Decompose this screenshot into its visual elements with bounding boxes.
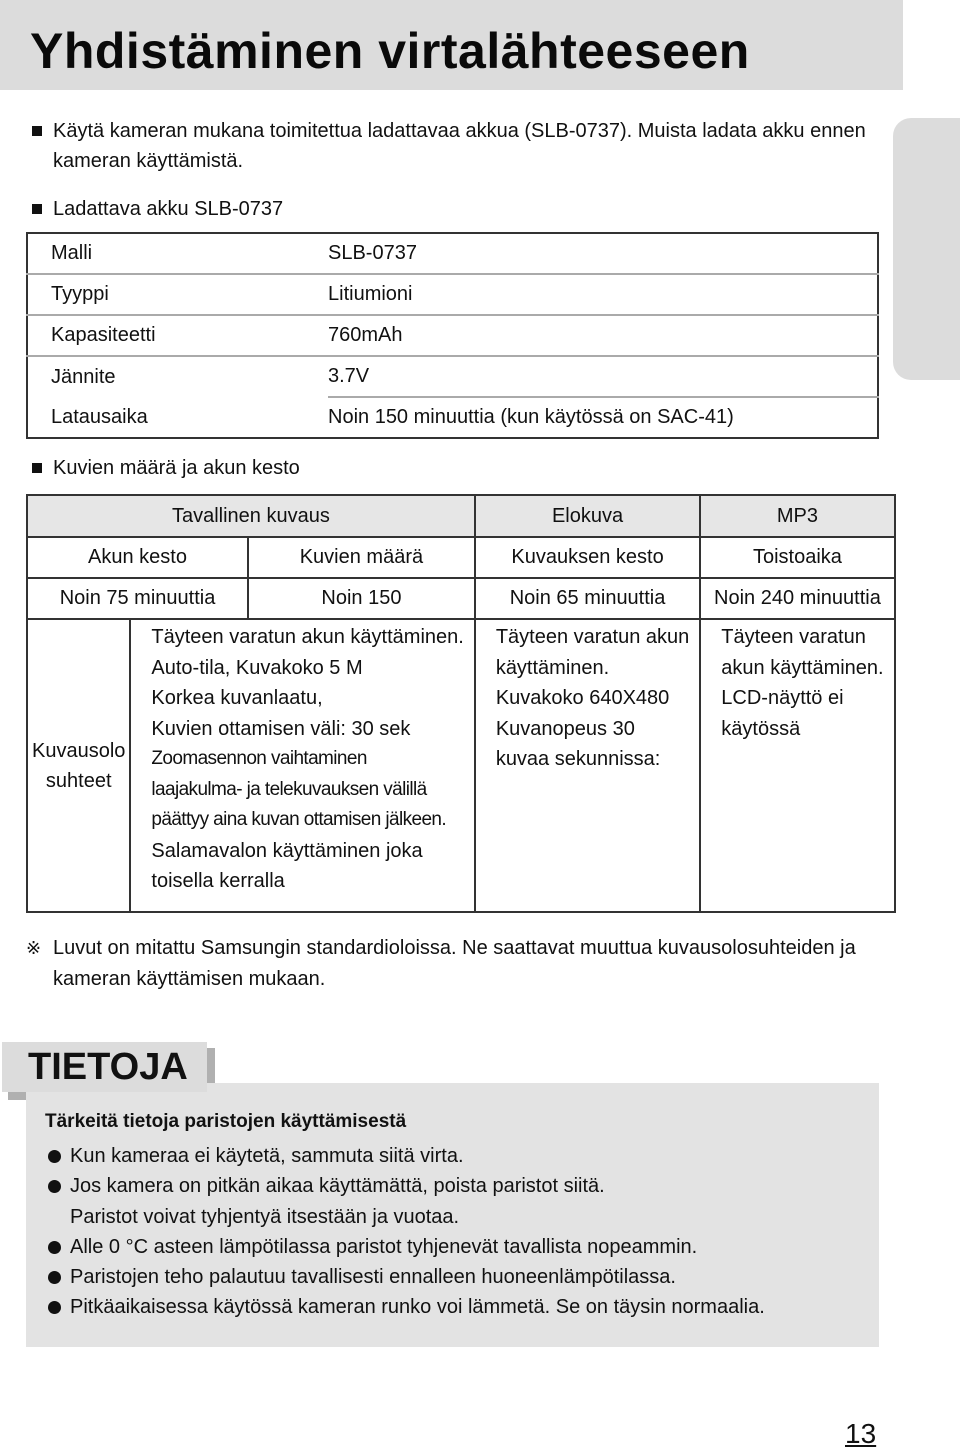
conditions-label: Kuvausolo suhteet (27, 619, 130, 912)
list-item (45, 1141, 765, 1171)
condition-line: LCD-näyttö ei (721, 687, 844, 709)
square-bullet-icon (32, 126, 42, 136)
side-tab (893, 118, 960, 380)
intro-bullet-1-text: Käytä kameran mukana toimitettua ladattavaa akkua (SLB-0737). Muista ladata akku ennen kameran käyttämistä. (53, 120, 866, 172)
spec-label: Tyyppi (27, 274, 328, 315)
intro-bullet-2-text: Ladattava akku SLB-0737 (53, 198, 284, 220)
table-row (27, 537, 895, 578)
table-cell: Noin 150 (248, 578, 475, 619)
round-bullet-icon (48, 1301, 61, 1314)
condition-line: käytössä (721, 717, 801, 740)
battery-spec-table (26, 232, 879, 439)
spec-value: SLB-0737 (328, 233, 878, 274)
spec-row (27, 233, 878, 274)
conditions-movie (475, 619, 700, 912)
conditions-mp3 (700, 619, 894, 912)
capacity-heading-text: Kuvien määrä ja akun kesto (53, 457, 300, 479)
condition-line: toisella kerralla (151, 870, 285, 892)
spec-label: Jännite (51, 365, 116, 388)
info-label: TIETOJA (2, 1042, 207, 1092)
condition-line: laajakulma- ja telekuvauksen välillä (151, 778, 427, 800)
spec-label: Malli (27, 233, 328, 274)
footnote-text: Luvut on mitattu Samsungin standardioloissa. Ne saattavat muuttua kuvausolosuhteiden ja kameran käyttämisen mukaan. (53, 937, 856, 990)
page-title: Yhdistäminen virtalähteeseen (30, 23, 750, 79)
condition-line: akun käyttäminen. (721, 656, 884, 679)
round-bullet-icon (48, 1271, 61, 1284)
capacity-heading (32, 453, 300, 483)
spec-value: Noin 150 minuuttia (kun käytössä on SAC-41) (328, 406, 734, 428)
mode-header: Tavallinen kuvaus (27, 495, 475, 537)
mode-header: Elokuva (475, 495, 700, 537)
table-row (27, 619, 895, 912)
condition-line: käyttäminen. (495, 656, 610, 679)
condition-line: Täyteen varatun akun (495, 626, 690, 648)
list-item (45, 1171, 765, 1232)
round-bullet-icon (48, 1241, 61, 1254)
info-heading: Tärkeitä tietoja paristojen käyttämisestä (45, 1111, 407, 1132)
condition-line: Salamavalon käyttäminen joka (151, 839, 423, 862)
footnote (26, 933, 886, 995)
spec-row (27, 315, 878, 356)
condition-line: Auto-tila, Kuvakoko 5 M (151, 656, 363, 679)
condition-line: Täyteen varatun (721, 626, 866, 648)
spec-value: 760mAh (328, 315, 878, 356)
round-bullet-icon (48, 1180, 61, 1193)
condition-line: Kuvanopeus 30 (495, 717, 635, 740)
column-header: Kuvien määrä (248, 537, 475, 578)
list-item-text: Pitkäaikaisessa käytössä kameran runko voi lämmetä. Se on täysin normaalia. (70, 1296, 765, 1319)
reference-mark-icon: ※ (26, 938, 42, 958)
table-cell: Noin 65 minuuttia (475, 578, 700, 619)
page-number: 13 (845, 1418, 877, 1449)
table-cell: Noin 240 minuuttia (700, 578, 894, 619)
column-header: Kuvauksen kesto (475, 537, 700, 578)
column-header: Akun kesto (27, 537, 248, 578)
condition-line: Kuvakoko 640X480 (495, 687, 670, 709)
list-item-continuation: Paristot voivat tyhjentyä itsestään ja vuotaa. (70, 1205, 460, 1228)
spec-label: Kapasiteetti (27, 315, 328, 356)
list-item-text: Kun kameraa ei käytetä, sammuta siitä virta. (70, 1145, 464, 1167)
condition-line: Zoomasennon vaihtaminen (151, 748, 367, 769)
spec-row (27, 274, 878, 315)
spec-row (27, 356, 878, 397)
spec-row (27, 397, 878, 438)
spec-value: Litiumioni (328, 274, 878, 315)
column-header: Toistoaika (700, 537, 894, 578)
spec-value: 3.7V (328, 356, 878, 397)
list-item-text: Jos kamera on pitkän aikaa käyttämättä, poista paristot siitä. (70, 1175, 605, 1198)
condition-line: päättyy aina kuvan ottamisen jälkeen. (151, 809, 447, 830)
condition-line: Täyteen varatun akun käyttäminen. (151, 626, 464, 648)
conditions-normal (130, 619, 474, 912)
list-item (45, 1232, 765, 1262)
list-item-text: Paristojen teho palautuu tavallisesti ennalleen huoneenlämpötilassa. (70, 1266, 676, 1289)
mode-header: MP3 (700, 495, 894, 537)
table-cell: Noin 75 minuuttia (27, 578, 248, 619)
condition-line: kuvaa sekunnissa: (495, 748, 661, 770)
condition-line: Korkea kuvanlaatu, (151, 687, 323, 709)
intro-bullet-1 (32, 116, 882, 176)
condition-line: Kuvien ottamisen väli: 30 sek (151, 717, 411, 740)
square-bullet-icon (32, 463, 42, 473)
intro-bullet-2 (32, 194, 283, 224)
square-bullet-icon (32, 204, 42, 214)
spec-label: Latausaika (51, 405, 148, 428)
table-row (27, 578, 895, 619)
round-bullet-icon (48, 1150, 61, 1163)
list-item-text: Alle 0 °C asteen lämpötilassa paristot tyhjenevät tavallista nopeammin. (70, 1235, 698, 1258)
capacity-table (26, 494, 896, 913)
info-list (45, 1141, 765, 1323)
list-item (45, 1292, 765, 1322)
table-row (27, 495, 895, 537)
list-item (45, 1262, 765, 1292)
